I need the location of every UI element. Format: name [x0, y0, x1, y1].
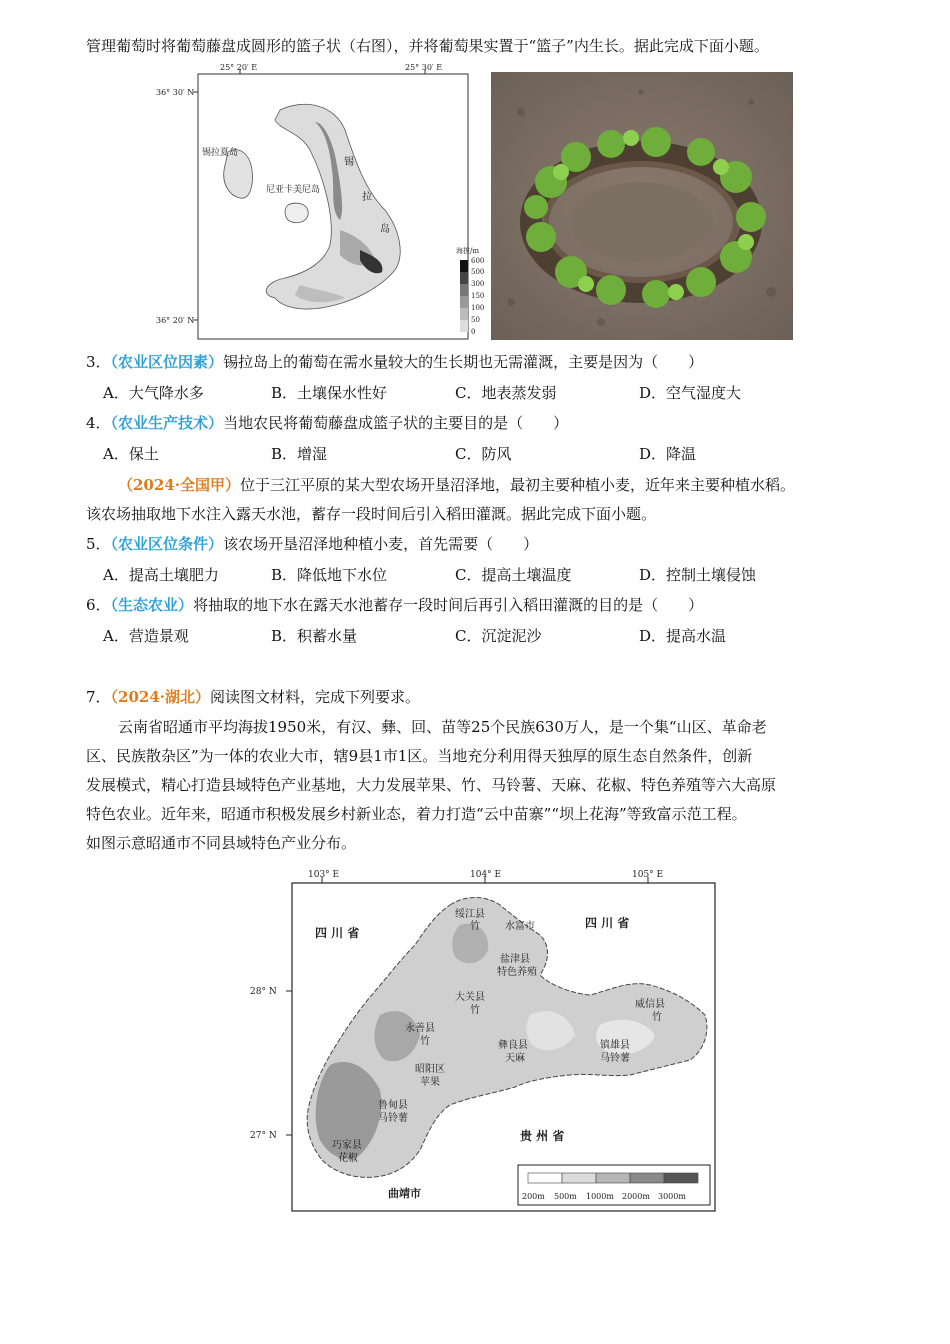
q6-option-a[interactable]: A．营造景观	[103, 627, 189, 645]
source-tag: （2024·湖北）	[110, 688, 211, 706]
legend-value: 500m	[554, 1192, 577, 1201]
q7-paragraph-line: 特色农业。近年来，昭通市积极发展乡村新业态，着力打造“云中苗寨”“坝上花海”等致富示范工程。	[86, 805, 747, 823]
q5-option-d[interactable]: D．控制土壤侵蚀	[639, 566, 757, 584]
legend-value: 300	[471, 280, 485, 288]
product-qiaojia: 花椒	[338, 1153, 358, 1164]
county-zhaoyang: 昭阳区	[415, 1064, 445, 1075]
question-text: 该农场开垦沼泽地种植小麦，首先需要（ ）	[223, 535, 539, 553]
lat-label-2: 36° 20′ N	[156, 316, 195, 325]
county-weixin: 威信县	[635, 999, 665, 1010]
elevation-legend	[460, 260, 468, 332]
legend-value: 100	[471, 304, 485, 312]
product-weixin: 竹	[652, 1012, 662, 1023]
question-text: 锡拉岛上的葡萄在需水量较大的生长期也无需灌溉，主要是因为（ ）	[223, 353, 704, 371]
question-3	[86, 351, 703, 373]
question-text: 当地农民将葡萄藤盘成篮子状的主要目的是（ ）	[223, 414, 569, 432]
question-6	[86, 594, 703, 616]
q4-option-c[interactable]: C．防风	[455, 445, 512, 463]
county-yanjin: 盐津县	[500, 954, 530, 965]
label-nea-kameni: 尼亚卡美尼岛	[266, 185, 321, 195]
passage-2-line-2: 该农场抽取地下水注入露天水池，蓄存一段时间后引入稻田灌溉。据此完成下面小题。	[86, 505, 657, 523]
legend-title: 海拔/m	[456, 247, 479, 255]
passage-text: 位于三江平原的某大型农场开垦沼泽地，最初主要种植小麦，近年来主要种植水稻。	[239, 476, 795, 494]
county-ludian: 鲁甸县	[378, 1100, 408, 1111]
source-tag: （2024·全国甲）	[118, 476, 240, 494]
grapevine-basket-photo	[491, 72, 793, 340]
legend-value: 600	[471, 257, 485, 265]
question-text: 阅读图文材料，完成下列要求。	[210, 688, 421, 706]
q7-paragraph-line: 区、民族散杂区”为一体的农业大市，辖9县1市1区。当地充分利用得天独厚的原生态自然条件，创新	[86, 747, 753, 765]
q4-option-d[interactable]: D．降温	[639, 445, 697, 463]
lat-label-27: 27° N	[250, 1131, 277, 1141]
q6-option-b[interactable]: B．积蓄水量	[271, 627, 358, 645]
county-daguan: 大关县	[455, 992, 485, 1003]
lat-label-28: 28° N	[250, 987, 277, 997]
lon-label-105: 105° E	[632, 870, 664, 880]
county-suijiang: 绥江县	[455, 909, 485, 920]
question-tag: （农业区位条件）	[110, 535, 224, 553]
label-thira-1: 锡	[344, 157, 354, 168]
question-7	[86, 686, 420, 708]
question-number: 7．	[86, 688, 111, 706]
question-tag: （农业区位因素）	[110, 353, 224, 371]
county-yongshan: 永善县	[405, 1023, 435, 1034]
question-number: 6．	[86, 596, 111, 614]
santorini-map	[156, 60, 485, 350]
product-yiliang: 天麻	[505, 1053, 525, 1064]
q3-option-b[interactable]: B．土壤保水性好	[271, 384, 388, 402]
q6-option-c[interactable]: C．沉淀泥沙	[455, 627, 542, 645]
q7-paragraph-line: 发展模式，精心打造县域特色产业基地，大力发展苹果、竹、马铃薯、天麻、花椒、特色养殖等六大高原	[86, 776, 777, 794]
legend-value: 150	[471, 292, 485, 300]
legend-value: 200m	[522, 1192, 545, 1201]
product-daguan: 竹	[470, 1005, 480, 1016]
zhaotong-map	[250, 865, 720, 1215]
question-number: 4．	[86, 414, 111, 432]
product-zhenxiong: 马铃薯	[600, 1053, 630, 1064]
product-zhaoyang: 苹果	[420, 1077, 440, 1088]
label-sichuan-left: 四 川 省	[315, 926, 360, 940]
lon-label-1: 25° 20′ E	[220, 63, 258, 72]
product-yongshan: 竹	[420, 1036, 430, 1047]
q5-option-c[interactable]: C．提高土壤温度	[455, 566, 572, 584]
question-5	[86, 533, 538, 555]
question-number: 3．	[86, 353, 111, 371]
legend-value: 50	[471, 316, 480, 324]
lon-label-104: 104° E	[470, 870, 502, 880]
county-zhenxiong: 镇雄县	[600, 1040, 630, 1051]
q6-option-d[interactable]: D．提高水温	[639, 627, 727, 645]
county-shuifu: 水富市	[505, 921, 535, 932]
county-qiaojia: 巧家县	[332, 1140, 362, 1151]
label-qujing: 曲靖市	[388, 1187, 421, 1200]
product-yanjin: 特色养殖	[497, 967, 537, 978]
q7-paragraph-line: 如图示意昭通市不同县域特色产业分布。	[86, 834, 357, 852]
q3-option-c[interactable]: C．地表蒸发弱	[455, 384, 557, 402]
lon-label-103: 103° E	[308, 870, 340, 880]
question-number: 5．	[86, 535, 111, 553]
question-tag: （农业生产技术）	[110, 414, 224, 432]
q3-option-d[interactable]: D．空气湿度大	[639, 384, 742, 402]
lon-label-2: 25° 30′ E	[405, 63, 443, 72]
legend-value: 3000m	[658, 1192, 686, 1201]
q5-option-b[interactable]: B．降低地下水位	[271, 566, 388, 584]
county-yiliang: 彝良县	[498, 1040, 528, 1051]
legend-value: 2000m	[622, 1192, 650, 1201]
legend-value: 0	[471, 328, 476, 336]
question-text: 将抽取的地下水在露天水池蓄存一段时间后再引入稻田灌溉的目的是（ ）	[193, 596, 704, 614]
label-thira-2: 拉	[362, 192, 372, 203]
lat-label-1: 36° 30′ N	[156, 88, 195, 97]
q4-option-b[interactable]: B．增湿	[271, 445, 328, 463]
label-thirasia: 锡拉夏岛	[202, 148, 239, 158]
product-ludian: 马铃薯	[378, 1113, 408, 1124]
q3-option-a[interactable]: A．大气降水多	[103, 384, 204, 402]
legend-value: 1000m	[586, 1192, 614, 1201]
nea-kameni-island	[285, 203, 308, 223]
q7-paragraph-line: 云南省昭通市平均海拔1950米，有汉、彝、回、苗等25个民族630万人，是一个集“山区、革命老	[118, 718, 767, 736]
label-sichuan-right: 四 川 省	[585, 916, 630, 930]
label-thira-3: 岛	[380, 224, 390, 235]
product-suijiang: 竹	[470, 921, 480, 932]
q5-option-a[interactable]: A．提高土壤肥力	[103, 566, 219, 584]
passage-2-line-1	[118, 474, 795, 496]
legend-value: 500	[471, 268, 485, 276]
label-guizhou: 贵 州 省	[520, 1129, 565, 1143]
intro-text: 管理葡萄时将葡萄藤盘成圆形的篮子状（右图），并将葡萄果实置于“篮子”内生长。据此完成下面小题。	[86, 37, 769, 55]
question-tag: （生态农业）	[110, 596, 194, 614]
q4-option-a[interactable]: A．保土	[103, 445, 159, 463]
question-4	[86, 412, 568, 434]
